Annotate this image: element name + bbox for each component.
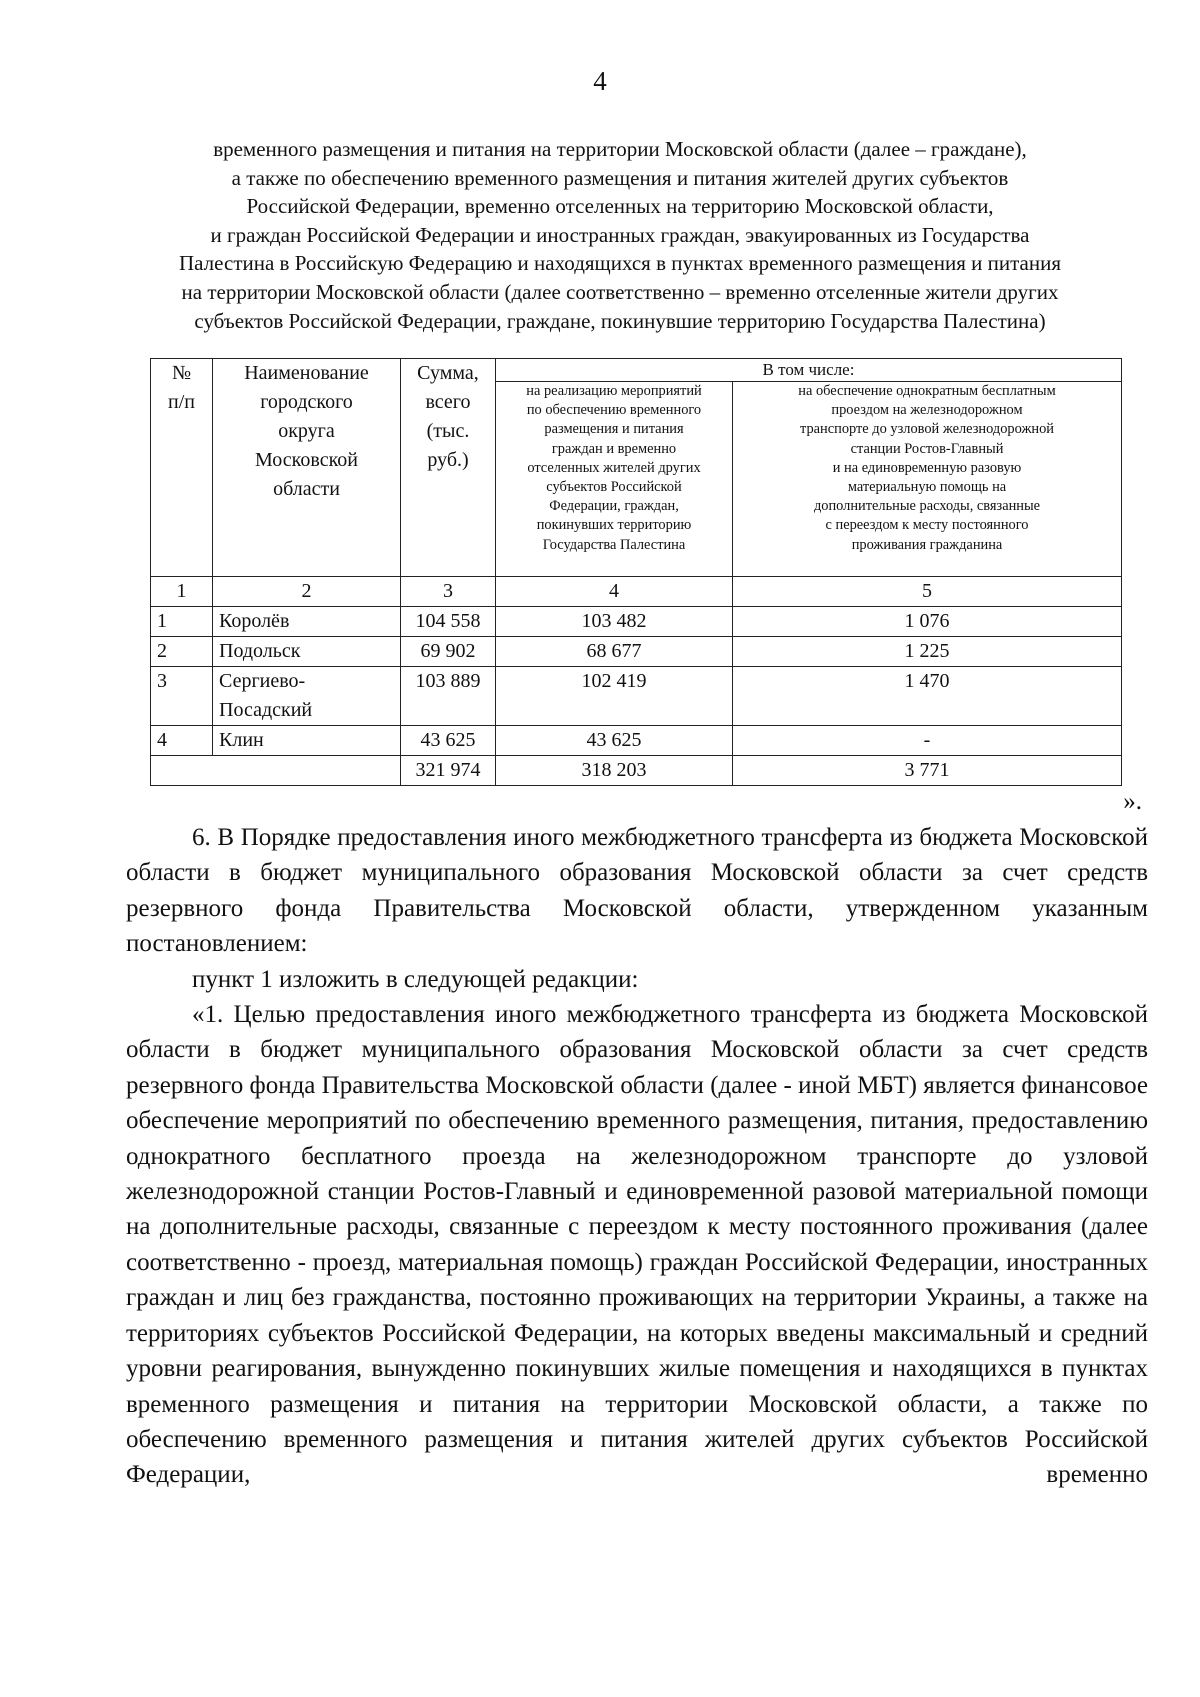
row-col4: 102 419 (496, 667, 733, 726)
table-row (151, 726, 1122, 756)
heading-line: субъектов Российской Федерации, граждане, покинувшие территорию Государства Палестина) (194, 308, 1046, 333)
row-col5: 1 076 (733, 607, 1122, 637)
table-row (151, 637, 1122, 667)
page-number: 4 (593, 66, 607, 96)
index-cell: 4 (496, 577, 733, 607)
row-col4: 68 677 (496, 637, 733, 667)
heading-line: на территории Московской области (далее соответственно – временно отселенные жители других (181, 279, 1059, 304)
row-num: 4 (151, 726, 213, 756)
row-col5: 1 470 (733, 667, 1122, 726)
body-text (126, 820, 1148, 1493)
col-name-header: Наименование городского округа Московской области (213, 359, 401, 577)
heading-line: временного размещения и питания на территории Московской области (далее – граждане), (213, 137, 1027, 161)
distribution-table (150, 358, 1122, 786)
index-cell: 2 (213, 577, 401, 607)
col-total-header: Сумма, всего (тыс. руб.) (401, 359, 496, 577)
table-heading (120, 135, 1120, 335)
total-row (151, 756, 1122, 786)
index-row (151, 577, 1122, 607)
paragraph-quote: «1. Целью предоставления иного межбюджетного трансферта из бюджета Московской области в бюджет муниципального образования Московской области за счет средств резервного фонда Правительства Московской области (далее - иной МБТ) является финансовое обеспечение мероприятий по обеспечению временного размещения, питания, предоставлению однократного бесплатного проезда на железнодорожном транспорте до узловой железнодорожной станции Ростов-Главный и единовременной разовой материальной помощи на дополнительные расходы, связанные с переездом к месту постоянного проживания (далее соответственно - проезд, материальная помощь) граждан Российской Федерации, иностранных граждан и лиц без гражданства, постоянно проживающих на территории Украины, а также на территориях субъектов Российской Федерации, на которых введены максимальный и средний уровни реагирования, вынужденно покинувших жилые помещения и находящихся в пунктах временного размещения и питания на территории Московской области, а также по обеспечению временного размещения и питания жителей других субъектов Российской Федерации, временно (126, 1001, 1148, 1489)
total-sum: 321 974 (401, 756, 496, 786)
group-header: В том числе: (496, 359, 1122, 382)
index-cell: 3 (401, 577, 496, 607)
table-row (151, 667, 1122, 726)
row-num: 1 (151, 607, 213, 637)
row-col5: 1 225 (733, 637, 1122, 667)
heading-line: Палестина в Российскую Федерацию и находящихся в пунктах временного размещения и питания (179, 251, 1061, 276)
table-row (151, 607, 1122, 637)
row-total: 69 902 (401, 637, 496, 667)
row-num: 2 (151, 637, 213, 667)
row-total: 104 558 (401, 607, 496, 637)
row-total: 43 625 (401, 726, 496, 756)
index-cell: 5 (733, 577, 1122, 607)
col-5-header: на обеспечение однократным бесплатным проездом на железнодорожном транспорте до узловой железнодорожной станции Ростов-Главный и на единовременную разовую материальную помощь на дополнительные расходы, связанные с переездом к месту постоянного проживания гражданина (733, 382, 1122, 577)
row-num: 3 (151, 667, 213, 726)
col-4-header: на реализацию мероприятий по обеспечению временного размещения и питания граждан и временно отселенных жителей других субъектов Российской Федерации, граждан, покинувших территорию Государства Палестина (496, 382, 733, 577)
closing-quote: ». (1123, 788, 1142, 815)
heading-line: Российской Федерации, временно отселенных на территорию Московской области, (246, 194, 994, 219)
row-name: Королёв (213, 607, 401, 637)
row-total: 103 889 (401, 667, 496, 726)
total-col4: 318 203 (496, 756, 733, 786)
row-name: Сергиево- Посадский (213, 667, 401, 726)
row-col4: 103 482 (496, 607, 733, 637)
total-label-cell (151, 756, 401, 786)
paragraph-item: пункт 1 изложить в следующей редакции: (192, 965, 639, 993)
col-num-header: № п/п (151, 359, 213, 577)
paragraph-6: 6. В Порядке предоставления иного межбюджетного трансферта из бюджета Московской области в бюджет муниципального образования Московской области за счет средств резервного фонда Правительства Московской области, утвержденном указанным постановлением: (126, 824, 1148, 958)
total-col5: 3 771 (733, 756, 1122, 786)
row-name: Клин (213, 726, 401, 756)
row-col4: 43 625 (496, 726, 733, 756)
heading-line: и граждан Российской Федерации и иностранных граждан, эвакуированных из Государства (210, 222, 1030, 247)
row-col5: - (733, 726, 1122, 756)
heading-line: а также по обеспечению временного размещения и питания жителей других субъектов (231, 165, 1009, 190)
index-cell: 1 (151, 577, 213, 607)
row-name: Подольск (213, 637, 401, 667)
